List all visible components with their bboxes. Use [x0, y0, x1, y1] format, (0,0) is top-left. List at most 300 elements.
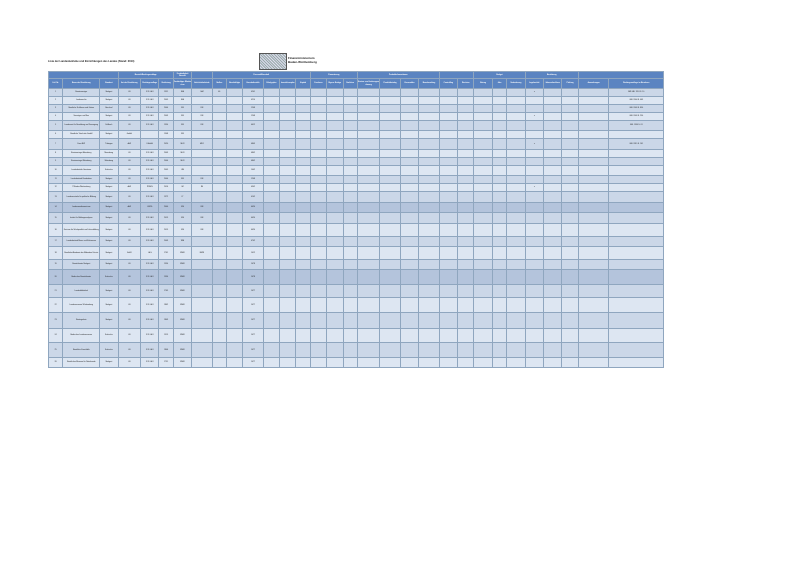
table-cell [419, 192, 439, 203]
column-header: Eigene Erträge [327, 79, 343, 89]
table-cell [525, 166, 543, 176]
table-cell [280, 329, 296, 343]
table-cell [525, 203, 543, 213]
table-cell [492, 329, 506, 343]
table-cell [192, 260, 212, 270]
group-header [192, 72, 212, 79]
column-header: Haushaltsstelle [243, 79, 263, 89]
table-cell [310, 89, 326, 97]
table-cell [439, 247, 457, 260]
table-cell [327, 237, 343, 247]
table-cell [474, 192, 492, 203]
table-cell [400, 89, 418, 97]
table-cell [380, 113, 400, 121]
table-cell [310, 285, 326, 298]
table-cell [400, 298, 418, 313]
table-cell [439, 105, 457, 113]
table-row [49, 213, 664, 224]
table-cell [343, 203, 357, 213]
table-cell [507, 343, 525, 358]
table-row [49, 270, 664, 285]
table-cell [296, 89, 310, 97]
table-cell [474, 113, 492, 121]
table-cell [474, 121, 492, 131]
table-cell: 1919 [159, 329, 173, 343]
table-cell: GBl. 2003 S. 290 [609, 113, 664, 121]
table-cell: 2000 [159, 203, 173, 213]
table-cell [310, 270, 326, 285]
table-cell [525, 176, 543, 184]
table-cell: LB [118, 237, 141, 247]
table-cell [492, 105, 506, 113]
table-cell [492, 313, 506, 329]
table-cell [357, 260, 380, 270]
table-cell [578, 192, 609, 203]
table-cell: Karlsruhe [100, 329, 118, 343]
table-cell [562, 97, 578, 105]
table-cell: 15 [49, 213, 63, 224]
table-row [49, 89, 664, 97]
table-cell [263, 176, 279, 184]
table-cell [357, 166, 380, 176]
table-cell [562, 270, 578, 285]
table-cell [474, 247, 492, 260]
table-cell [578, 121, 609, 131]
table-cell [263, 237, 279, 247]
table-cell: MWK [173, 285, 191, 298]
table-cell [380, 237, 400, 247]
table-cell [380, 150, 400, 158]
table-cell: Zentrum für Schulqualität und Lehrerbildung [63, 224, 100, 237]
table-cell [343, 343, 357, 358]
table-cell [419, 113, 439, 121]
table-cell [343, 158, 357, 166]
table-cell [400, 139, 418, 150]
table-cell [310, 121, 326, 131]
table-cell [609, 158, 664, 166]
table-cell [474, 131, 492, 139]
table-cell [296, 358, 310, 368]
table-cell [310, 260, 326, 270]
table-cell [458, 184, 474, 192]
table-cell [544, 237, 562, 247]
table-cell [458, 247, 474, 260]
table-cell [578, 150, 609, 158]
table-cell [400, 97, 418, 105]
table-cell: 1761 [159, 247, 173, 260]
table-row [49, 184, 664, 192]
table-cell [578, 247, 609, 260]
table-cell [562, 89, 578, 97]
table-cell: MLR [173, 158, 191, 166]
table-cell: 1002 [243, 166, 263, 176]
table-cell [507, 203, 525, 213]
table-cell [419, 158, 439, 166]
table-cell: FM [173, 121, 191, 131]
table-cell: Landeszentrale für politische Bildung [63, 192, 100, 203]
table-cell [357, 176, 380, 184]
table-cell [400, 105, 418, 113]
table-cell [507, 213, 525, 224]
table-cell [296, 184, 310, 192]
table-cell [263, 260, 279, 270]
table-cell [609, 224, 664, 237]
table-cell: LB [118, 224, 141, 237]
table-cell [400, 150, 418, 158]
table-cell [327, 203, 343, 213]
table-cell [310, 343, 326, 358]
column-header: Stellen [212, 79, 226, 89]
table-cell: 1862 [159, 298, 173, 313]
table-cell: AöR [118, 184, 141, 192]
table-cell [226, 270, 242, 285]
table-cell [439, 89, 457, 97]
table-cell [343, 313, 357, 329]
table-cell [419, 121, 439, 131]
table-cell [562, 329, 578, 343]
table-cell [212, 285, 226, 298]
table-row [49, 105, 664, 113]
table-cell [212, 97, 226, 105]
table-cell [507, 260, 525, 270]
table-cell [296, 247, 310, 260]
table-cell: Landesbetrieb Mess- und Eichwesen [63, 237, 100, 247]
table-row [49, 113, 664, 121]
table-cell [327, 158, 343, 166]
group-header: Berichtung [525, 72, 578, 79]
table-cell: MLR [192, 139, 212, 150]
table-cell [474, 343, 492, 358]
table-cell [226, 260, 242, 270]
group-header: Finanzierung [310, 72, 357, 79]
table-cell: Staatliche Schlösser und Gärten [63, 105, 100, 113]
table-cell [357, 203, 380, 213]
table-cell [357, 150, 380, 158]
table-cell [192, 131, 212, 139]
table-cell: Stuttgart [100, 176, 118, 184]
table-cell [192, 192, 212, 203]
table-cell [380, 166, 400, 176]
table-cell [492, 285, 506, 298]
table-cell: § 26 LHO [141, 358, 159, 368]
table-cell [296, 343, 310, 358]
table-cell [296, 270, 310, 285]
table-cell [357, 121, 380, 131]
table-cell: 1477 [243, 313, 263, 329]
column-header: Errichtung [159, 79, 173, 89]
table-cell [458, 176, 474, 184]
table-cell: § 26 LHO [141, 343, 159, 358]
table-cell [400, 166, 418, 176]
table-row [49, 358, 664, 368]
table-cell: 0210 [243, 97, 263, 105]
table-cell [263, 139, 279, 150]
table-cell: Staatliche Kunsthalle [63, 343, 100, 358]
table-cell [474, 313, 492, 329]
table-cell [327, 313, 343, 329]
table-cell [492, 121, 506, 131]
table-cell [609, 213, 664, 224]
table-cell: ITBWG [141, 184, 159, 192]
table-cell [280, 343, 296, 358]
table-cell: Stuttgart [100, 358, 118, 368]
column-header: Anmerkungen [578, 79, 609, 89]
table-cell [280, 166, 296, 176]
table-cell [492, 139, 506, 150]
table-cell: LB [118, 158, 141, 166]
table-cell [492, 224, 506, 237]
table-cell: 2019 [159, 213, 173, 224]
table-cell [562, 166, 578, 176]
table-cell: GBl. 2003 S. 890 [609, 105, 664, 113]
table-cell [192, 313, 212, 329]
table-cell [343, 113, 357, 121]
column-header: Aufsichtsbehörde [192, 79, 212, 89]
table-cell [280, 113, 296, 121]
table-cell [310, 150, 326, 158]
table-cell [458, 192, 474, 203]
table-cell [492, 298, 506, 313]
table-cell [280, 139, 296, 150]
table-cell: 1412 [243, 247, 263, 260]
table-cell [263, 343, 279, 358]
table-cell [507, 298, 525, 313]
table-cell [263, 213, 279, 224]
table-cell [327, 260, 343, 270]
table-cell: LB [118, 113, 141, 121]
table-cell [296, 166, 310, 176]
table-cell [263, 358, 279, 368]
table-cell [380, 247, 400, 260]
table-cell [310, 131, 326, 139]
table-cell [357, 213, 380, 224]
table-cell: 1477 [243, 358, 263, 368]
table-cell [327, 224, 343, 237]
table-cell: 0420 [243, 203, 263, 213]
table-cell [296, 97, 310, 105]
table-cell [226, 192, 242, 203]
table-cell [458, 166, 474, 176]
table-cell: IM [173, 184, 191, 192]
table-cell: 20 [49, 270, 63, 285]
table-cell: MLR [173, 150, 191, 158]
column-header: Jahresabschluss [544, 79, 562, 89]
table-cell [492, 131, 506, 139]
table-cell [507, 97, 525, 105]
table-cell [327, 121, 343, 131]
table-cell [474, 203, 492, 213]
table-cell [458, 121, 474, 131]
table-cell [226, 203, 242, 213]
column-header: Name der Einrichtung [63, 79, 100, 89]
table-cell: KM [173, 213, 191, 224]
table-cell: LB [118, 329, 141, 343]
table-cell [327, 131, 343, 139]
table-cell [327, 285, 343, 298]
group-header [578, 72, 663, 79]
table-cell: FM [173, 131, 191, 139]
table-cell [544, 203, 562, 213]
table-cell [296, 313, 310, 329]
table-cell: 2005 [159, 97, 173, 105]
table-cell [609, 176, 664, 184]
table-cell: 1972 [159, 192, 173, 203]
table-cell [507, 285, 525, 298]
table-cell [578, 298, 609, 313]
table-cell [609, 150, 664, 158]
table-cell [544, 89, 562, 97]
table-cell [492, 247, 506, 260]
table-cell [400, 192, 418, 203]
table-cell [525, 358, 543, 368]
table-cell [380, 184, 400, 192]
table-cell [544, 224, 562, 237]
table-cell [280, 131, 296, 139]
table-cell [400, 313, 418, 329]
table-cell [544, 150, 562, 158]
table-cell [562, 150, 578, 158]
table-cell [212, 139, 226, 150]
table-row [49, 150, 664, 158]
table-cell [544, 139, 562, 150]
table-cell [226, 184, 242, 192]
table-cell [226, 224, 242, 237]
table-cell [525, 270, 543, 285]
table-cell [474, 298, 492, 313]
table-cell: Staatliche Toto-Lotto GmbH [63, 131, 100, 139]
table-cell [380, 139, 400, 150]
table-cell: LB [118, 358, 141, 368]
table-cell [507, 329, 525, 343]
group-header: Zuständigkeit Ressort [173, 72, 191, 79]
table-cell [343, 97, 357, 105]
table-cell [280, 237, 296, 247]
table-cell [296, 105, 310, 113]
table-cell [380, 192, 400, 203]
table-cell [380, 270, 400, 285]
table-cell [458, 89, 474, 97]
table-cell: 7 [49, 139, 63, 150]
column-header: Zuständiges Ministerium [173, 79, 191, 89]
table-cell [192, 343, 212, 358]
table-cell: MWK [173, 270, 191, 285]
table-cell: BW GBl. 1951 S. 10 [609, 89, 664, 97]
table-cell [212, 203, 226, 213]
table-cell: FM [173, 176, 191, 184]
table-cell [507, 150, 525, 158]
table-cell [525, 260, 543, 270]
table-cell [439, 313, 457, 329]
table-cell [525, 192, 543, 203]
table-cell [343, 270, 357, 285]
column-header: Standort [100, 79, 118, 89]
table-cell [544, 313, 562, 329]
table-cell [263, 298, 279, 313]
table-cell [192, 285, 212, 298]
column-header: Art der Einrichtung [118, 79, 141, 89]
table-cell [507, 237, 525, 247]
table-cell: LMZG [141, 203, 159, 213]
table-cell [327, 247, 343, 260]
column-header: Controlling [439, 79, 457, 89]
table-cell [400, 260, 418, 270]
table-cell [296, 237, 310, 247]
table-cell [544, 166, 562, 176]
table-cell [578, 285, 609, 298]
table-cell: § 26 LHO [141, 270, 159, 285]
table-cell [263, 131, 279, 139]
table-cell: x [525, 113, 543, 121]
table-cell: Landesmuseum Württemberg [63, 298, 100, 313]
table-cell [525, 247, 543, 260]
table-cell: LT [173, 192, 191, 203]
table-cell [263, 285, 279, 298]
column-header: Kapital [296, 79, 310, 89]
table-cell: Institut für Bildungsanalysen [63, 213, 100, 224]
table-cell [492, 176, 506, 184]
table-cell [458, 213, 474, 224]
table-cell [400, 203, 418, 213]
table-cell [226, 237, 242, 247]
group-header: Personal/Haushalt [212, 72, 310, 79]
table-cell [263, 184, 279, 192]
table-cell [562, 358, 578, 368]
table-cell [343, 166, 357, 176]
table-cell [280, 121, 296, 131]
table-cell: FM [173, 113, 191, 121]
table-cell [280, 260, 296, 270]
table-row [49, 313, 664, 329]
table-cell [327, 97, 343, 105]
table-cell [439, 298, 457, 313]
table-cell: LWaldG [141, 139, 159, 150]
table-cell [544, 158, 562, 166]
table-cell [226, 113, 242, 121]
table-cell [192, 166, 212, 176]
table-cell [212, 329, 226, 343]
column-header: Veränderung [507, 79, 525, 89]
table-cell [310, 97, 326, 105]
table-cell [439, 97, 457, 105]
table-cell [327, 192, 343, 203]
table-cell [343, 192, 357, 203]
table-cell: § 26 LHO [141, 105, 159, 113]
table-cell [212, 192, 226, 203]
table-cell [400, 113, 418, 121]
table-cell [226, 358, 242, 368]
table-cell [492, 97, 506, 105]
table-cell [296, 131, 310, 139]
table-cell [525, 329, 543, 343]
table-cell [492, 166, 506, 176]
table-cell: 0802 [243, 158, 263, 166]
table-cell [296, 113, 310, 121]
table-cell [458, 105, 474, 113]
table-cell: LB [118, 343, 141, 358]
ministry-logo [259, 53, 287, 70]
table-cell [562, 285, 578, 298]
table-cell: Tübingen [100, 139, 118, 150]
table-cell [380, 358, 400, 368]
table-cell [419, 343, 439, 358]
table-cell [419, 224, 439, 237]
table-cell [492, 213, 506, 224]
table-cell: 3 [49, 105, 63, 113]
table-cell: MWK [173, 313, 191, 329]
group-header: Produktinformationen [357, 72, 439, 79]
column-header: Kennzahlen [400, 79, 418, 89]
table-cell: Landesmedienzentrum [63, 203, 100, 213]
